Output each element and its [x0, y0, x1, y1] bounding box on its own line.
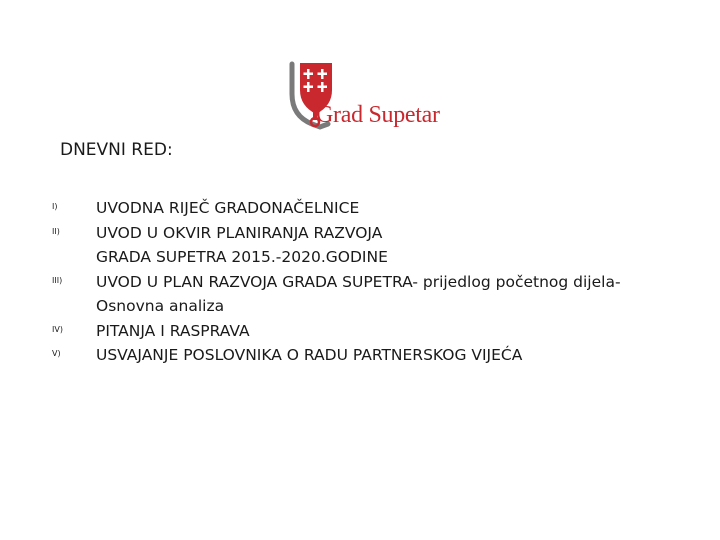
agenda-item [0, 319, 720, 344]
agenda-item-text: GRADA SUPETRA 2015.-2020.GODINE [96, 248, 388, 266]
agenda-item [0, 221, 720, 270]
agenda-list [0, 196, 720, 368]
agenda-item-numeral: III) [52, 275, 63, 285]
agenda-item-text: Osnovna analiza [96, 297, 225, 315]
logo-text: Grad Supetar [316, 102, 440, 128]
grad-supetar-logo [288, 60, 448, 132]
agenda-item-numeral: II) [52, 226, 60, 236]
agenda-item-numeral: I) [52, 202, 58, 211]
agenda-item-text: UVOD U OKVIR PLANIRANJA RAZVOJA [96, 223, 383, 242]
agenda-item-text: UVOD U PLAN RAZVOJA GRADA SUPETRA- prijedlog početnog dijela- [96, 272, 621, 291]
agenda-item [0, 196, 720, 221]
agenda-heading: DNEVNI RED: [60, 140, 173, 160]
agenda-item [0, 343, 720, 368]
agenda-item-text: USVAJANJE POSLOVNIKA O RADU PARTNERSKOG VIJEĆA [96, 346, 523, 364]
agenda-item [0, 270, 720, 319]
agenda-item-text: PITANJA I RASPRAVA [96, 321, 250, 340]
agenda-item-numeral: IV) [52, 324, 63, 334]
agenda-item-text: UVODNA RIJEČ GRADONAČELNICE [96, 199, 360, 217]
agenda-item-numeral: V) [52, 349, 61, 358]
